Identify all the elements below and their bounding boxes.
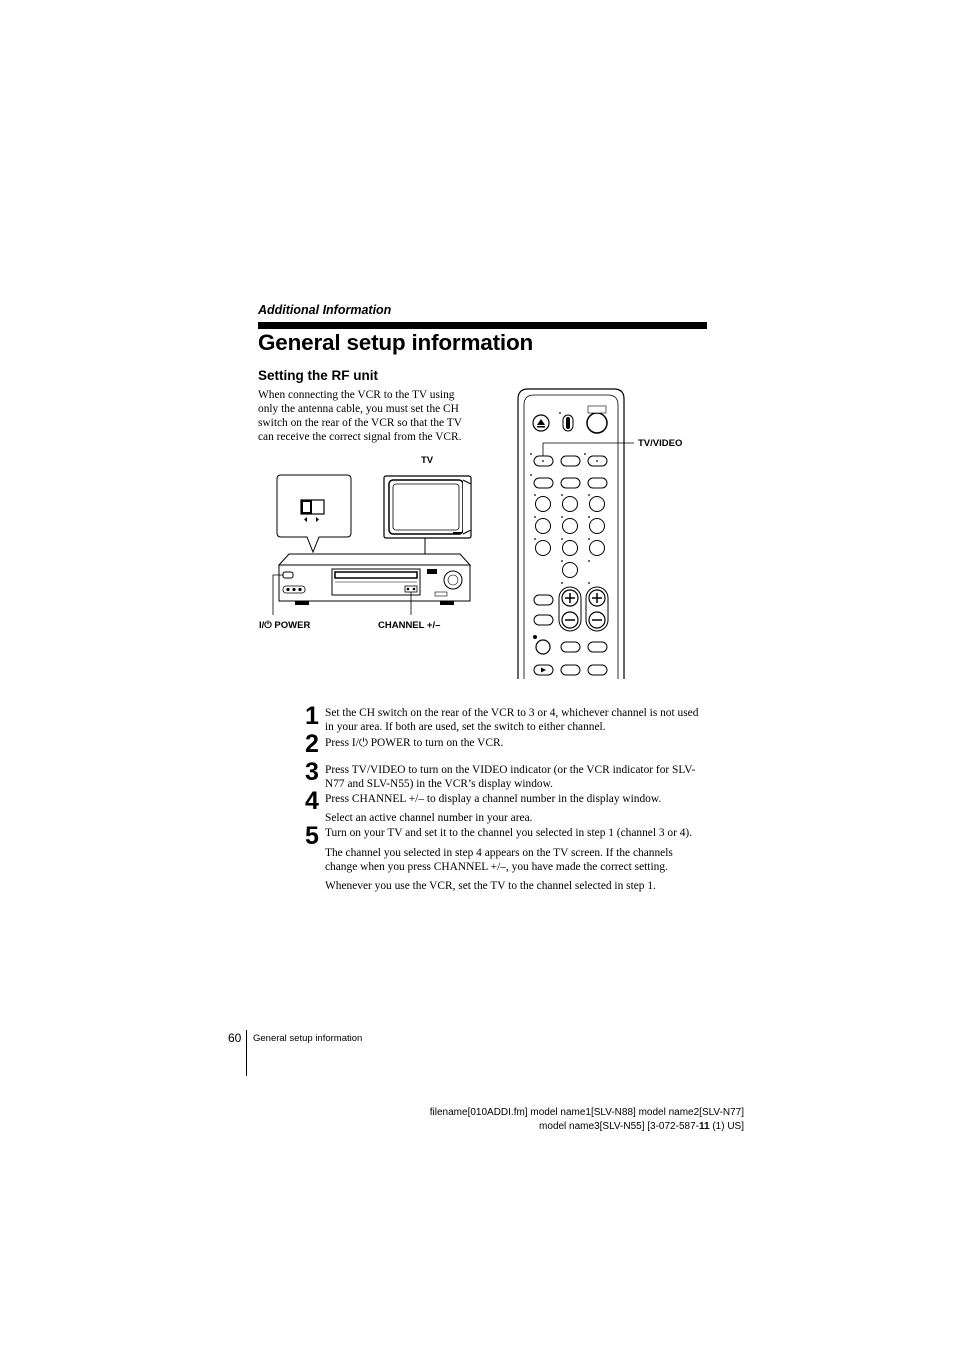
remote-control-illustration [510, 385, 634, 680]
intro-line: When connecting the VCR to the TV using [258, 389, 455, 401]
step-number: 3 [305, 758, 319, 786]
tv-label: TV [421, 455, 434, 466]
intro-line: only the antenna cable, you must set the CH [258, 403, 459, 415]
step-line: Set the CH switch on the rear of the VCR to 3 or 4, whichever channel is not used [325, 707, 699, 719]
step-note [325, 811, 715, 825]
step-line: Press TV/VIDEO to turn on the VIDEO indicator (or the VCR indicator for SLV- [325, 764, 696, 776]
step-line: Turn on your TV and set it to the channel you selected in step 1 (channel 3 or 4). [325, 827, 693, 839]
power-button-icon [587, 413, 607, 433]
note-line: The channel you selected in step 4 appears on the TV screen. If the channels [325, 847, 673, 859]
power-label: I/⏻ POWER [259, 620, 311, 631]
page-number: 60 [228, 1031, 242, 1045]
step-line: Press I/⏻ POWER to turn on the VCR. [325, 737, 504, 749]
file-info-bold: 11 [698, 1121, 710, 1132]
file-info-prefix: model name3[SLV-N55] [3-072-587- [539, 1121, 699, 1132]
tv-icon [384, 476, 471, 554]
footer-divider [246, 1030, 247, 1076]
step-text [325, 792, 715, 806]
intro-line: can receive the correct signal from the VCR. [258, 431, 462, 443]
step-line: Press CHANNEL +/– to display a channel number in the display window. [325, 793, 662, 805]
power-button-icon [283, 572, 293, 578]
ch-switch-callout [277, 475, 351, 552]
step-note [325, 879, 715, 893]
step-text [325, 763, 715, 791]
step-line: N77 and SLV-N55) in the VCR’s display window. [325, 778, 553, 790]
note-line: Whenever you use the VCR, set the TV to the channel selected in step 1. [325, 880, 656, 892]
intro-paragraph [258, 388, 480, 444]
file-info-suffix: (1) US] [709, 1121, 744, 1132]
intro-line: switch on the rear of the VCR so that the TV [258, 417, 462, 429]
note-line: Select an active channel number in your area. [325, 812, 533, 824]
note-line: change when you press CHANNEL +/–, you have made the correct setting. [325, 861, 668, 873]
header-rule [258, 322, 707, 329]
tv-video-label: TV/VIDEO [638, 438, 683, 449]
step-text [325, 736, 715, 750]
channel-label: CHANNEL +/– [378, 620, 441, 631]
vcr-tv-illustration [255, 470, 485, 615]
file-info-line [400, 1120, 744, 1134]
step-number: 1 [305, 702, 319, 730]
footer-page-title: General setup information [253, 1033, 363, 1044]
step-number: 4 [305, 787, 319, 815]
page-title: General setup information [258, 330, 534, 355]
step-line: in your area. If both are used, set the switch to either channel. [325, 721, 606, 733]
step-note [325, 846, 715, 874]
section-label: Additional Information [258, 303, 392, 317]
section-subtitle: Setting the RF unit [258, 368, 378, 383]
step-number: 2 [305, 730, 319, 758]
file-info [400, 1106, 744, 1134]
step-number: 5 [305, 822, 319, 850]
vcr-icon [273, 554, 470, 615]
file-info-line: filename[010ADDI.fm] model name1[SLV-N88] model name2[SLV-N77] [429, 1107, 744, 1118]
step-text [325, 706, 715, 734]
step-text [325, 826, 715, 840]
